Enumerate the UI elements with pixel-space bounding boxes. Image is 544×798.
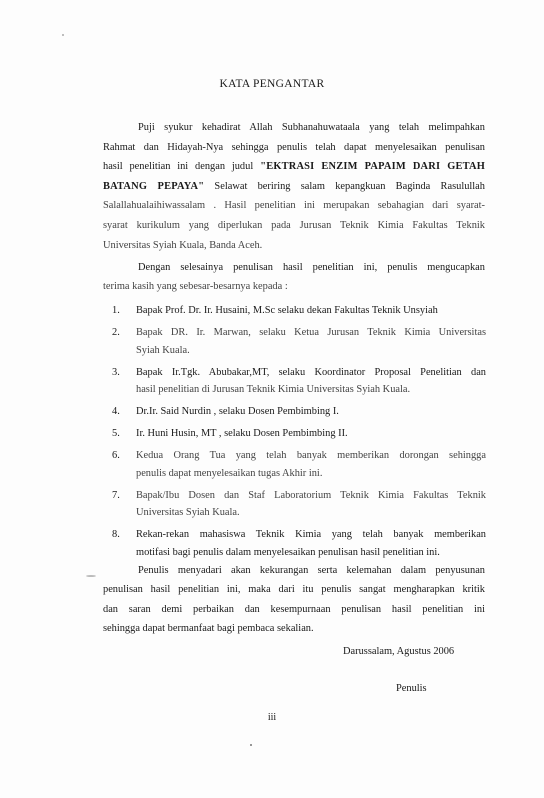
place-and-date: Darussalam, Agustus 2006 <box>343 646 455 657</box>
list-item-line: Rekan-rekan mahasiswa Teknik Kimia yang telah banyak memberikan <box>136 529 486 541</box>
preface-paragraph-3 <box>103 561 485 639</box>
page-title: KATA PENGANTAR <box>219 78 325 90</box>
scan-speck <box>250 744 252 746</box>
paragraph-line-text: hasil penelitian ini dengan judul <box>103 161 254 173</box>
page-number: iii <box>267 712 277 723</box>
list-item <box>112 364 486 399</box>
paragraph-line-with-title <box>103 177 485 197</box>
paragraph-line: Penulis menyadari akan kekurangan serta kelemahan dalam penyusunan <box>138 565 485 576</box>
list-item <box>112 425 486 443</box>
list-item-line: Bapak DR. Ir. Marwan, selaku Ketua Jurusan Teknik Kimia Universitas <box>136 326 486 338</box>
preface-paragraph-1 <box>103 118 485 255</box>
paragraph-line: penulisan hasil penelitian ini, maka dari itu penulis sangat mengharapkan kritik <box>103 584 485 596</box>
paragraph-line: Universitas Syiah Kuala, Banda Aceh. <box>103 239 263 251</box>
list-item-number: 6. <box>112 450 120 462</box>
paragraph-line: Puji syukur kehadirat Allah Subhanahuwataala yang telah melimpahkan <box>138 122 485 133</box>
paragraph-line-with-title <box>103 157 485 177</box>
list-item-line: hasil penelitian di Jurusan Teknik Kimia Universitas Syiah Kuala. <box>136 384 411 396</box>
research-title-part-1: EKTRASI ENZIM PAPAIM DARI GETAH <box>266 161 485 173</box>
paragraph-line: terima kasih yang sebesar-besarnya kepada : <box>103 281 288 292</box>
scan-speck <box>86 575 96 577</box>
paragraph-line: syarat kurikulum yang diperlukan pada Jurusan Teknik Kimia Fakultas Teknik <box>103 219 485 231</box>
paragraph-line: Salallahualaihiwassalam . Hasil penelitian ini merupakan sebahagian dari syarat- <box>103 200 485 212</box>
list-item <box>112 526 486 561</box>
list-item-line: Universitas Syiah Kuala. <box>136 507 240 519</box>
list-item-line: motifasi bagi penulis dalam menyelesaikan penulisan hasil penelitian ini. <box>136 546 440 558</box>
paragraph-line: dan saran demi perbaikan dan kesempurnaan penulisan hasil penelitian ini <box>103 603 485 615</box>
list-item-line: Dr.Ir. Said Nurdin , selaku Dosen Pembimbing I. <box>136 406 339 418</box>
paragraph-line: sehingga dapat bermanfaat bagi pembaca sekalian. <box>103 623 314 635</box>
paragraph-line: Rahmat dan Hidayah-Nya sehingga penulis telah dapat menyelesaikan penulisan <box>103 141 485 153</box>
list-item <box>112 324 486 359</box>
author-signature: Penulis <box>396 683 427 694</box>
list-item <box>112 403 486 421</box>
scan-speck <box>62 34 64 36</box>
list-item-line: Kedua Orang Tua yang telah banyak memberikan dorongan sehingga <box>136 450 486 462</box>
list-item-line: Syiah Kuala. <box>136 344 190 356</box>
list-item-number: 2. <box>112 326 120 338</box>
research-title-quote: " <box>253 161 267 173</box>
list-item-number: 3. <box>112 366 120 378</box>
list-item <box>112 487 486 522</box>
preface-paragraph-2 <box>103 258 485 296</box>
list-item-line: Bapak/Ibu Dosen dan Staf Laboratorium Teknik Kimia Fakultas Teknik <box>136 489 486 501</box>
list-item-line: penulis dapat menyelesaikan tugas Akhir ini. <box>136 467 323 479</box>
list-item-number: 4. <box>112 406 120 418</box>
list-item <box>112 302 486 320</box>
acknowledgement-list <box>112 302 486 566</box>
list-item-number: 8. <box>112 529 120 541</box>
list-item-number: 7. <box>112 489 120 501</box>
paragraph-line: Dengan selesainya penulisan hasil penelitian ini, penulis mengucapkan <box>138 262 485 273</box>
list-item <box>112 447 486 482</box>
list-item-number: 5. <box>112 428 120 440</box>
list-item-number: 1. <box>112 305 120 316</box>
list-item-line: Bapak Prof. Dr. Ir. Husaini, M.Sc selaku dekan Fakultas Teknik Unsyiah <box>136 305 438 316</box>
list-item-line: Bapak Ir.Tgk. Abubakar,MT, selaku Koordinator Proposal Penelitian dan <box>136 366 486 378</box>
paragraph-line-text: Selawat beriring salam kepangkuan Baginda Rasulullah <box>204 180 485 192</box>
list-item-line: Ir. Huni Husin, MT , selaku Dosen Pembimbing II. <box>136 428 348 440</box>
research-title-part-2: BATANG PEPAYA" <box>103 180 205 192</box>
